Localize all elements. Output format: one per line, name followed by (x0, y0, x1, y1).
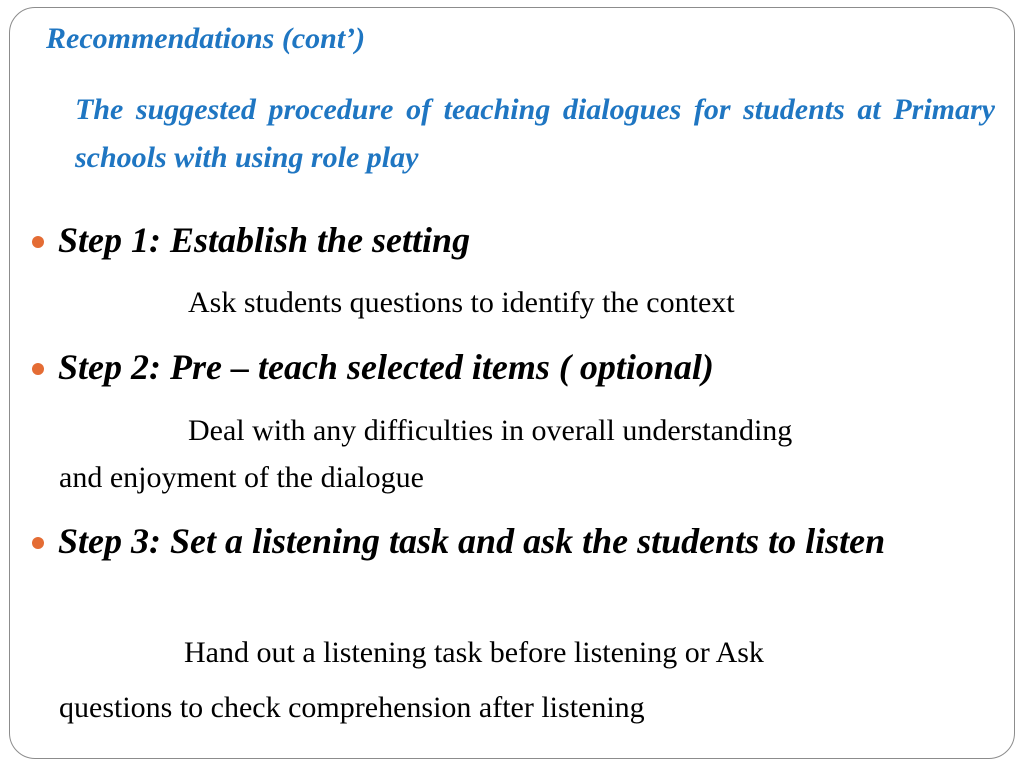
bullet-dot-icon (32, 537, 44, 549)
step-1-heading: Step 1: Establish the setting (58, 220, 471, 260)
step-1-detail: Ask students questions to identify the context (188, 286, 735, 319)
step-2-detail-line-1: Deal with any difficulties in overall understanding (188, 414, 793, 447)
step-2-heading: Step 2: Pre – teach selected items ( optional) (58, 347, 714, 387)
bullet-dot-icon (32, 236, 44, 248)
step-3-detail-line-2: questions to check comprehension after listening (59, 691, 645, 724)
step-3-detail-line-1: Hand out a listening task before listening or Ask (184, 636, 764, 669)
bullet-dot-icon (32, 363, 44, 375)
step-2-detail-line-2: and enjoyment of the dialogue (59, 461, 424, 494)
slide-title: Recommendations (cont’) (46, 22, 366, 55)
step-3-heading: Step 3: Set a listening task and ask the students to listen (58, 521, 886, 561)
slide-subtitle: The suggested procedure of teaching dialogues for students at Primary schools with using role play (75, 93, 995, 174)
